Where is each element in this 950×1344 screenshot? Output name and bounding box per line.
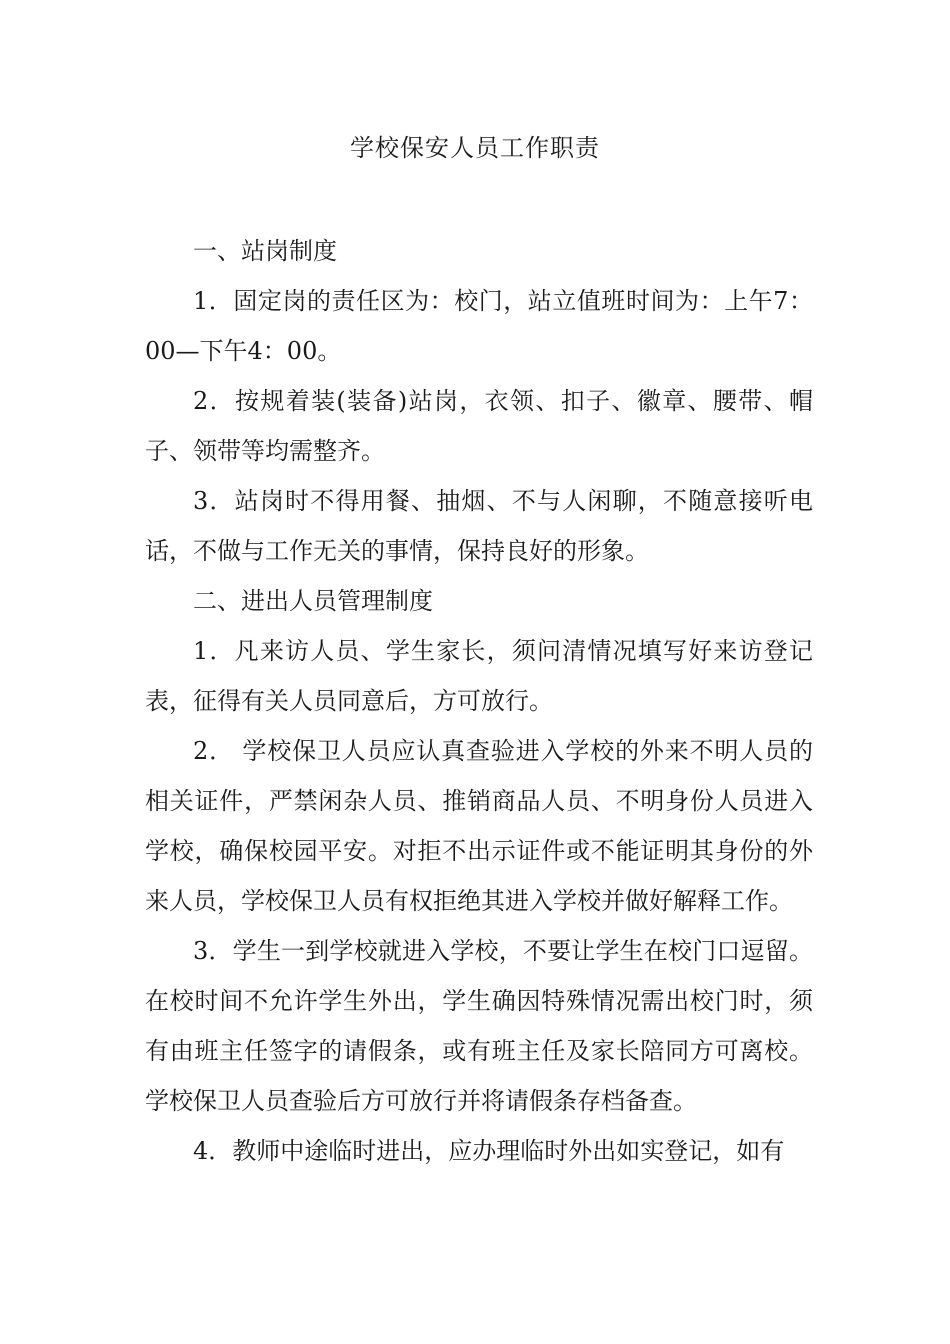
section-heading-2: 二、进出人员管理制度 [193, 587, 433, 615]
paragraph: 2．按规着装(装备)站岗，衣领、扣子、徽章、腰带、帽子、领带等均需整齐。 [145, 387, 813, 465]
paragraph: 3．学生一到学校就进入学校，不要让学生在校门口逗留。在校时间不允许学生外出，学生确因特殊情况需出校门时，须有由班主任签字的请假条，或有班主任及家长陪同方可离校。学校保卫人员查验后方可放行并将请假条存档备查。 [145, 937, 813, 1115]
paragraph: 4．教师中途临时进出，应办理临时外出如实登记，如有 [193, 1137, 785, 1165]
document-title: 学校保安人员工作职责 [350, 134, 600, 162]
section-heading-1: 一、站岗制度 [193, 237, 337, 265]
document-body [145, 226, 813, 1176]
paragraph: 2． 学校保卫人员应认真查验进入学校的外来不明人员的相关证件，严禁闲杂人员、推销商品人员、不明身份人员进入学校，确保校园平安。对拒不出示证件或不能证明其身份的外来人员，学校保卫人员有权拒绝其进入学校并做好解释工作。 [145, 737, 813, 915]
paragraph: 1．凡来访人员、学生家长，须问清情况填写好来访登记表，征得有关人员同意后，方可放行。 [145, 637, 813, 715]
paragraph: 1．固定岗的责任区为：校门，站立值班时间为：上午7：00—下午4：00。 [145, 287, 813, 365]
paragraph: 3．站岗时不得用餐、抽烟、不与人闲聊，不随意接听电话，不做与工作无关的事情，保持良好的形象。 [145, 487, 813, 565]
